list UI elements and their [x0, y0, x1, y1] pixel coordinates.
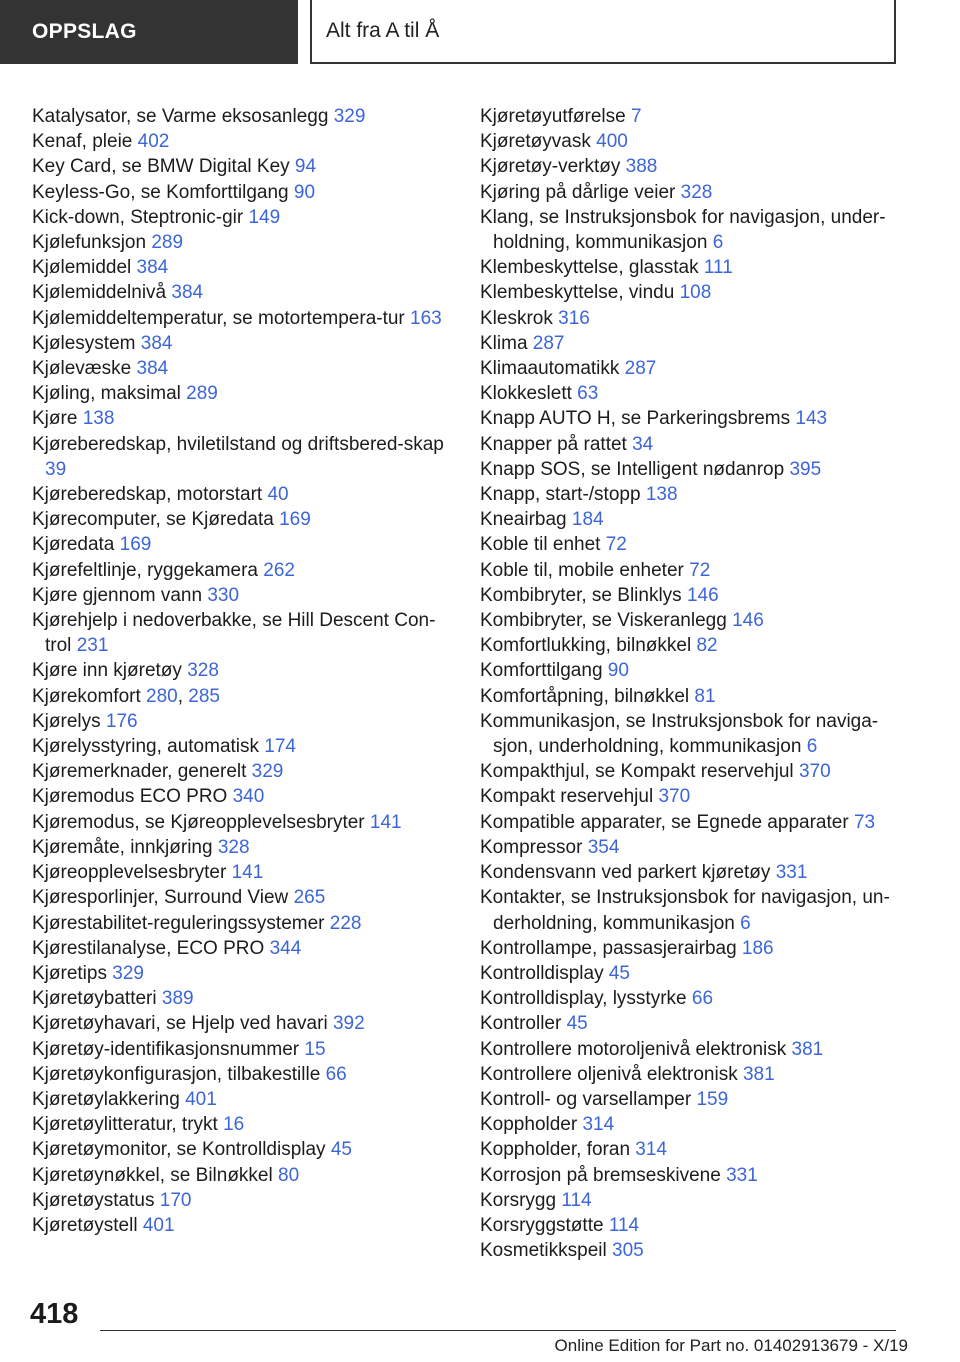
- index-entry: [480, 558, 900, 583]
- page-reference-link[interactable]: 401: [142, 1214, 175, 1236]
- index-entry: [480, 860, 900, 885]
- index-entry: [32, 558, 452, 583]
- index-term: Knapper på rattet: [480, 433, 627, 455]
- index-term: Kjørelys: [32, 710, 101, 732]
- index-entry: [480, 608, 900, 633]
- section-tab: [0, 0, 298, 64]
- index-entry: [32, 104, 452, 129]
- page-reference-link[interactable]: 384: [140, 332, 173, 354]
- index-term: Knapp, start-/stopp: [480, 484, 641, 506]
- index-term: Kontrolldisplay, lysstyrke: [480, 988, 687, 1010]
- index-entry: [480, 1037, 900, 1062]
- index-term: Kjøreopplevelsesbryter: [32, 862, 227, 884]
- index-term: Kjørecomputer, se Kjøredata: [32, 509, 274, 531]
- index-term: Kjørehjelp i nedoverbakke, se Hill Descent Con‐trol: [32, 610, 436, 657]
- index-entry: [480, 810, 900, 835]
- page-reference-link[interactable]: 34: [632, 433, 654, 455]
- index-entry: [32, 154, 452, 179]
- page-reference-link[interactable]: 159: [696, 1088, 729, 1110]
- index-entry: [480, 1112, 900, 1137]
- index-entry: [32, 709, 452, 734]
- index-entry: [32, 1037, 452, 1062]
- index-entry: [480, 104, 900, 129]
- index-term: Kontrollere motoroljenivå elektronisk: [480, 1038, 787, 1060]
- page-reference-link[interactable]: 66: [325, 1063, 347, 1085]
- index-term: Kontroller: [480, 1013, 562, 1035]
- index-term: Kjølesystem: [32, 332, 136, 354]
- index-term: Kjøring på dårlige veier: [480, 181, 676, 203]
- index-term: Kjøretøyhavari, se Hjelp ved havari: [32, 1013, 328, 1035]
- page-reference-link[interactable]: 381: [742, 1063, 775, 1085]
- index-term: Kjøreberedskap, hviletilstand og driftsbered‐skap: [32, 433, 444, 455]
- footer-edition: Online Edition for Part no. 01402913679 - X/19: [554, 1336, 908, 1355]
- index-term: Koppholder: [480, 1114, 578, 1136]
- page-reference-link[interactable]: 146: [732, 610, 764, 632]
- page-reference-link[interactable]: 228: [329, 912, 362, 934]
- page-reference-link[interactable]: 94: [294, 156, 317, 178]
- index-entry: [32, 1163, 452, 1188]
- index-term: Koble til, mobile enheter: [480, 559, 684, 581]
- index-term: Kompressor: [480, 836, 583, 858]
- page-reference-link[interactable]: 6: [712, 232, 724, 254]
- page-reference-link[interactable]: 169: [119, 534, 152, 556]
- index-entry: [32, 1087, 452, 1112]
- index-term: Kompatible apparater, se Egnede apparater: [480, 811, 849, 833]
- index-entry: [480, 532, 900, 557]
- index-entry: [32, 885, 452, 910]
- index-entry: [32, 331, 452, 356]
- index-entry: [480, 658, 900, 683]
- page-reference-link[interactable]: 330: [207, 584, 240, 606]
- index-term: Kjøredata: [32, 534, 115, 556]
- index-entry: [480, 1213, 900, 1238]
- page-number: 418: [30, 1298, 79, 1330]
- index-term: Koble til enhet: [480, 534, 601, 556]
- index-entry: [480, 583, 900, 608]
- index-entry: [480, 709, 900, 759]
- index-term: Kosmetikkspeil: [480, 1240, 607, 1262]
- page-reference-link[interactable]: 384: [136, 358, 169, 380]
- page-reference-link[interactable]: 331: [775, 862, 808, 884]
- page-reference-link[interactable]: 331: [726, 1164, 758, 1186]
- index-entry: [32, 180, 452, 205]
- page-reference-link[interactable]: 289: [151, 232, 184, 254]
- page-reference-link[interactable]: 340: [232, 786, 265, 808]
- page-reference-link[interactable]: 370: [658, 786, 691, 808]
- index-term: Kondensvann ved parkert kjøretøy: [480, 862, 771, 884]
- page-reference-link[interactable]: 73: [853, 811, 876, 833]
- index-column-right: [480, 104, 900, 1263]
- section-label: OPPSLAG: [32, 20, 137, 43]
- index-term: Kjøretøylitteratur, trykt: [32, 1114, 218, 1136]
- index-term: Kjølemiddeltemperatur, se motortempera‐tur: [32, 307, 405, 329]
- index-term: Kompakthjul, se Kompakt reservehjul: [480, 761, 794, 783]
- index-entry: [480, 1062, 900, 1087]
- index-term: Koppholder, foran: [480, 1139, 631, 1161]
- index-entry: [480, 1163, 900, 1188]
- index-entry: [32, 1137, 452, 1162]
- index-term: Keyless-Go, se Komforttilgang: [32, 181, 289, 203]
- page-reference-link[interactable]: 280: [146, 685, 178, 707]
- index-term: Korsrygg: [480, 1189, 557, 1211]
- page-reference-link[interactable]: 186: [741, 937, 774, 959]
- index-term: Kjøretøy-identifikasjonsnummer: [32, 1038, 300, 1060]
- index-term: Klembeskyttelse, vindu: [480, 282, 675, 304]
- page-reference-link[interactable]: 370: [798, 761, 831, 783]
- index-term: Klembeskyttelse, glasstak: [480, 257, 699, 279]
- index-entry: [480, 936, 900, 961]
- page-reference-link[interactable]: 344: [269, 937, 302, 959]
- index-entry: [480, 129, 900, 154]
- page-reference-link[interactable]: 384: [171, 282, 204, 304]
- index-term: Kombibryter, se Blinklys: [480, 584, 682, 606]
- index-term: Kjørekomfort: [32, 685, 141, 707]
- index-entry: [480, 356, 900, 381]
- page-reference-link[interactable]: 328: [217, 836, 250, 858]
- index-term: Kjøretøystell: [32, 1214, 138, 1236]
- page-reference-link[interactable]: 45: [608, 962, 630, 984]
- index-entry: [32, 306, 452, 331]
- page-reference-link[interactable]: 66: [691, 988, 714, 1010]
- page-reference-link[interactable]: 285: [188, 685, 220, 707]
- index-term: Kontakter, se Instruksjonsbok for navigasjon, un‐derholdning, kommunikasjon: [480, 887, 890, 934]
- page-reference-link[interactable]: 316: [558, 307, 590, 329]
- index-term: Komfortåpning, bilnøkkel: [480, 685, 690, 707]
- index-entry: [32, 432, 452, 482]
- index-term: Kjørefeltlinje, ryggekamera: [32, 559, 258, 581]
- page-reference-link[interactable]: 184: [571, 509, 604, 531]
- page-reference-link[interactable]: 146: [686, 584, 719, 606]
- index-entry: [480, 180, 900, 205]
- index-term: Kjøreberedskap, motorstart: [32, 484, 263, 506]
- index-entry: [480, 759, 900, 784]
- index-term: Kjøremerknader, generelt: [32, 761, 247, 783]
- index-entry: [480, 280, 900, 305]
- page-reference-link[interactable]: 63: [577, 383, 599, 405]
- page-reference-link[interactable]: 354: [587, 836, 620, 858]
- page-reference-link[interactable]: 80: [278, 1164, 300, 1186]
- index-entry: [32, 936, 452, 961]
- index-term: Kjølefunksjon: [32, 232, 147, 254]
- page-reference-link[interactable]: 176: [105, 710, 138, 732]
- index-column-left: [32, 104, 452, 1238]
- page-reference-link[interactable]: 40: [267, 484, 289, 506]
- index-entry: [32, 734, 452, 759]
- page-reference-link[interactable]: 231: [76, 635, 109, 657]
- index-entry: [32, 583, 452, 608]
- index-entry: [32, 860, 452, 885]
- index-entry: [32, 1213, 452, 1238]
- index-entry: [480, 1188, 900, 1213]
- index-term: Kenaf, pleie: [32, 131, 133, 153]
- index-entry: [480, 306, 900, 331]
- index-term: Korsryggstøtte: [480, 1214, 604, 1236]
- page-reference-link[interactable]: 163: [410, 307, 442, 329]
- index-term: Kontrollampe, passasjerairbag: [480, 937, 737, 959]
- index-term: Kjørelysstyring, automatisk: [32, 736, 260, 758]
- index-term: Kjøretøykonfigurasjon, tilbakestille: [32, 1063, 321, 1085]
- index-term: Kjøremodus, se Kjøreopplevelsesbryter: [32, 811, 365, 833]
- page-reference-link[interactable]: 138: [645, 484, 678, 506]
- page-reference-link[interactable]: 305: [612, 1240, 644, 1262]
- index-entry: [32, 406, 452, 431]
- page-reference-link[interactable]: 289: [186, 383, 218, 405]
- page-reference-link[interactable]: 314: [635, 1139, 667, 1161]
- page-reference-link[interactable]: 381: [791, 1038, 824, 1060]
- index-entry: [32, 986, 452, 1011]
- index-entry: [32, 835, 452, 860]
- index-term: Kjølemiddelnivå: [32, 282, 167, 304]
- index-entry: [32, 1112, 452, 1137]
- index-term: Kjøretøybatteri: [32, 988, 157, 1010]
- index-term: Kneairbag: [480, 509, 567, 531]
- index-term: Kjøre gjennom vann: [32, 584, 203, 606]
- index-term: Kjøretøyutførelse: [480, 106, 626, 127]
- index-entry: [32, 608, 452, 658]
- index-term: Klima: [480, 332, 528, 354]
- page-reference-link[interactable]: 90: [293, 181, 316, 203]
- index-term: Kjøremåte, innkjøring: [32, 836, 213, 858]
- page-reference-link[interactable]: 329: [333, 106, 366, 127]
- index-entry: [480, 406, 900, 431]
- page-reference-link[interactable]: 402: [137, 131, 170, 153]
- index-term: Katalysator, se Varme eksosanlegg: [32, 106, 329, 127]
- index-entry: [32, 1188, 452, 1213]
- index-term: Klimaautomatikk: [480, 358, 620, 380]
- page-reference-link[interactable]: 389: [161, 988, 194, 1010]
- index-term: Kjøre: [32, 408, 78, 430]
- index-entry: [32, 230, 452, 255]
- page-header-title: Alt fra A til Å: [326, 19, 440, 42]
- index-entry: [32, 810, 452, 835]
- page-reference-link[interactable]: 82: [696, 635, 718, 657]
- page-reference-link[interactable]: 6: [806, 736, 818, 758]
- index-term: Kjøretøymonitor, se Kontrolldisplay: [32, 1139, 326, 1161]
- page-reference-link[interactable]: 108: [679, 282, 712, 304]
- index-entry: [32, 658, 452, 683]
- index-term: Korrosjon på bremseskivene: [480, 1164, 721, 1186]
- index-entry: [480, 381, 900, 406]
- page-reference-link[interactable]: 72: [605, 534, 627, 556]
- index-entry: [480, 1137, 900, 1162]
- page-reference-link[interactable]: 141: [231, 862, 264, 884]
- index-entry: [32, 532, 452, 557]
- page-reference-link[interactable]: 138: [82, 408, 115, 430]
- index-term: Kjøremodus ECO PRO: [32, 786, 228, 808]
- page-reference-link[interactable]: 388: [625, 156, 658, 178]
- index-term: Kick-down, Steptronic-gir: [32, 206, 244, 228]
- index-term: Kombibryter, se Viskeranlegg: [480, 610, 727, 632]
- index-entry: [480, 154, 900, 179]
- index-entry: [32, 784, 452, 809]
- page-reference-link[interactable]: 6: [740, 912, 751, 934]
- index-entry: Kjørekomfort 280, 285: [32, 685, 220, 707]
- index-entry: [480, 684, 900, 709]
- index-term: Kjøresporlinjer, Surround View: [32, 887, 289, 909]
- page-reference-link[interactable]: 170: [159, 1189, 192, 1211]
- index-term: Kjølevæske: [32, 358, 132, 380]
- index-entry: [480, 885, 900, 935]
- index-term: Kjørestabilitet-reguleringssystemer: [32, 912, 325, 934]
- index-term: Kompakt reservehjul: [480, 786, 654, 808]
- index-entry: [480, 507, 900, 532]
- page-reference-link[interactable]: 328: [680, 181, 713, 203]
- index-term: Key Card, se BMW Digital Key: [32, 156, 290, 178]
- index-entry: [480, 986, 900, 1011]
- index-term: Kontrolldisplay: [480, 962, 604, 984]
- index-entry: [480, 1011, 900, 1036]
- page-reference-link[interactable]: 15: [304, 1038, 326, 1060]
- index-term: Kjøling, maksimal: [32, 383, 181, 405]
- page-reference-link[interactable]: 45: [330, 1139, 352, 1161]
- index-entry: [32, 911, 452, 936]
- page-reference-link[interactable]: 143: [795, 408, 828, 430]
- page-reference-link[interactable]: 7: [630, 106, 642, 127]
- index-entry: [32, 961, 452, 986]
- index-entry: [480, 961, 900, 986]
- page-reference-link[interactable]: 384: [136, 257, 169, 279]
- index-term: Kjøretøy-verktøy: [480, 156, 621, 178]
- footer-divider: [100, 1330, 896, 1331]
- index-entry: [32, 356, 452, 381]
- index-entry: [32, 255, 452, 280]
- index-term: Kjøretøystatus: [32, 1189, 155, 1211]
- index-term: Kjøretøylakkering: [32, 1088, 180, 1110]
- index-entry: [480, 432, 900, 457]
- page-header: [310, 0, 896, 64]
- index-term: Kontrollere oljenivå elektronisk: [480, 1063, 738, 1085]
- index-term: Kjøretips: [32, 962, 107, 984]
- index-term: Kjøretøynøkkel, se Bilnøkkel: [32, 1164, 273, 1186]
- index-term: Komfortlukking, bilnøkkel: [480, 635, 692, 657]
- page-reference-link[interactable]: 395: [789, 458, 822, 480]
- page-reference-link[interactable]: 39: [45, 458, 67, 480]
- index-entry: [480, 205, 900, 255]
- index-entry: [32, 759, 452, 784]
- index-term: Klokkeslett: [480, 383, 572, 405]
- index-entry: [32, 205, 452, 230]
- page-reference-link[interactable]: 111: [703, 257, 733, 279]
- index-term: Kontroll- og varsellamper: [480, 1088, 692, 1110]
- page-reference-link[interactable]: 174: [264, 736, 296, 758]
- index-term: Knapp AUTO H, se Parkeringsbrems: [480, 408, 791, 430]
- index-term: Kleskrok: [480, 307, 553, 329]
- page-reference-link[interactable]: 149: [248, 206, 281, 228]
- page-reference-link[interactable]: 114: [608, 1214, 640, 1236]
- page-reference-link[interactable]: 16: [223, 1114, 245, 1136]
- page-reference-link[interactable]: 328: [187, 660, 219, 682]
- page-reference-link[interactable]: 45: [566, 1013, 588, 1035]
- index-entry: [480, 835, 900, 860]
- index-entry: [32, 129, 452, 154]
- page-reference-link[interactable]: 114: [561, 1189, 592, 1211]
- index-entry: [32, 1011, 452, 1036]
- page-reference-link[interactable]: 329: [112, 962, 144, 984]
- page-reference-link[interactable]: 81: [694, 685, 716, 707]
- page-reference-link[interactable]: 314: [582, 1114, 615, 1136]
- page-reference-link[interactable]: 72: [689, 559, 711, 581]
- page-reference-link[interactable]: 90: [607, 660, 629, 682]
- page-reference-link[interactable]: 329: [251, 761, 284, 783]
- index-entry: [32, 381, 452, 406]
- index-term: Klang, se Instruksjonsbok for navigasjon, under‐holdning, kommunikasjon: [480, 206, 886, 254]
- page-reference-link[interactable]: 400: [596, 131, 628, 153]
- index-term: Kjøre inn kjøretøy: [32, 660, 182, 682]
- page-reference-link[interactable]: 287: [624, 358, 657, 380]
- index-entry: [32, 482, 452, 507]
- page-reference-link[interactable]: 401: [185, 1088, 217, 1110]
- page-reference-link[interactable]: 169: [279, 509, 311, 531]
- index-entry: [480, 633, 900, 658]
- page-reference-link[interactable]: 262: [263, 559, 295, 581]
- index-entry: [480, 1238, 900, 1263]
- index-term: Knapp SOS, se Intelligent nødanrop: [480, 458, 785, 480]
- page-reference-link[interactable]: 392: [332, 1013, 365, 1035]
- index-entry: [480, 255, 900, 280]
- index-entry: [480, 457, 900, 482]
- index-term: Kjøretøyvask: [480, 131, 591, 153]
- index-term: Kjølemiddel: [32, 257, 132, 279]
- page-reference-link[interactable]: 141: [369, 811, 402, 833]
- index-term: Kjørestilanalyse, ECO PRO: [32, 937, 265, 959]
- index-entry: [32, 280, 452, 305]
- index-entry: [480, 784, 900, 809]
- index-entry: [480, 482, 900, 507]
- index-entry: [32, 507, 452, 532]
- index-entry: [480, 1087, 900, 1112]
- index-term: Komforttilgang: [480, 660, 603, 682]
- index-entry: [32, 1062, 452, 1087]
- page-reference-link[interactable]: 287: [532, 332, 565, 354]
- page-reference-link[interactable]: 265: [293, 887, 326, 909]
- index-entry: [480, 331, 900, 356]
- index-term: Kommunikasjon, se Instruksjonsbok for naviga‐sjon, underholdning, kommunikasjon: [480, 710, 879, 758]
